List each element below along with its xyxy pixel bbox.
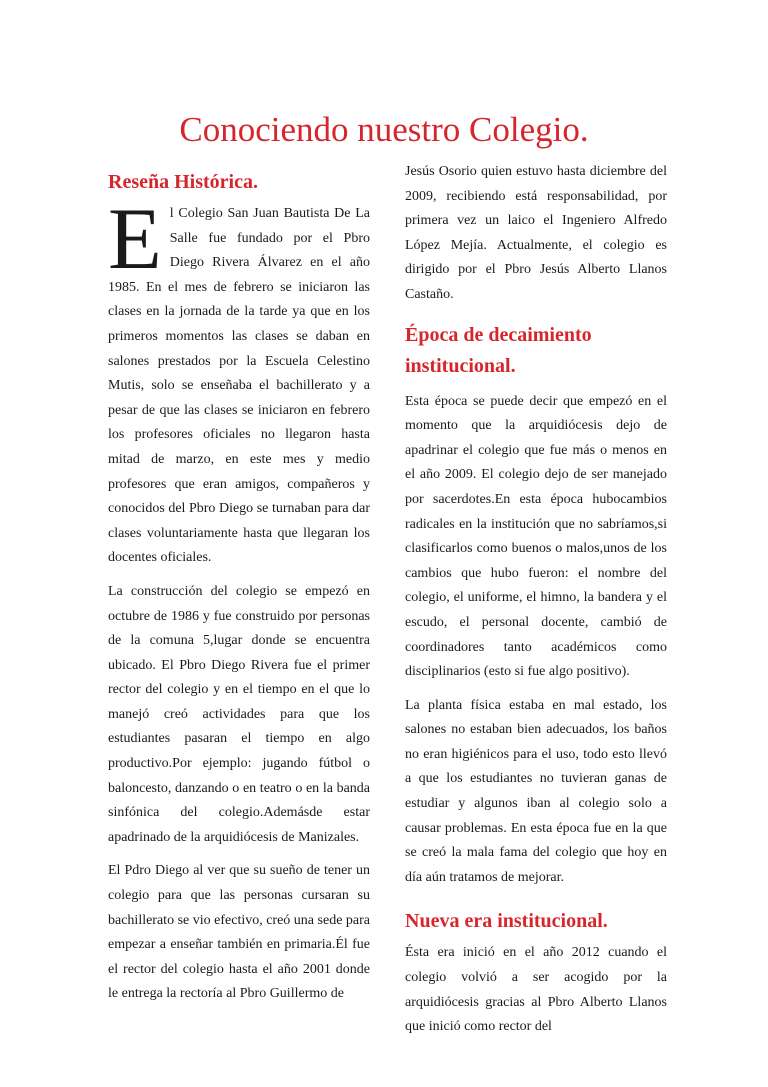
paragraph-nueva-era: Ésta era inició en el año 2012 cuando el colegio volvió a ser acogido por la arquidiócesis gracias al Pbro Alberto Llanos que inició como rector del xyxy=(405,945,667,1035)
paragraph-intro-text: l Colegio San Juan Bautista De La Salle fue fundado por el Pbro Diego Rivera Álvarez en el año 1985. En el mes de febrero se iniciaron las clases en la jornada de la tarde ya que en los primeros momentos las clases se daban en salones prestados por la Escuela Celestino Mutis, solo se enseñaba el bachillerato y a pesar de que las clases se iniciaron en febrero los profesores oficiales no llegaron hasta mitad de marzo, en este mes y medio profesores que eran amigos, compañeros y conocidos del Pbro Diego se turnaban para dar clases voluntariamente hasta que llegaran los docentes oficiales. xyxy=(108,206,370,566)
paragraph-decaimiento-2: La planta física estaba en mal estado, los salones no estaban bien adecuados, los baños no eran higiénicos para el uso, todo esto llevó a que los estudiantes no tuvieran ganas de estudiar y algunos iban al colegio solo a causar problemas. En esta época fue en la que se creó la mala fama del colegio que hoy en día aún tratamos de mejorar. xyxy=(405,697,667,885)
section-heading-resena: Reseña Histórica. xyxy=(108,171,258,193)
paragraph-construccion: La construcción del colegio se empezó en octubre de 1986 y fue construido por personas de la comuna 5,lugar donde se encuentra ubicado. El Pbro Diego Rivera fue el primer rector del colegio y en el tiempo en el que lo manejó creó actividades para que los estudiantes pasaran el tiempo en algo productivo.Por ejemplo: jugando fútbol o baloncesto, danzando o en teatro o en la banda sinfónica del colegio.Ademásde estar apadrinado de la arquidiócesis de Manizales. xyxy=(108,583,370,845)
paragraph-intro xyxy=(108,191,370,571)
section-heading-nueva-era: Nueva era institucional. xyxy=(405,910,608,933)
paragraph-sede: El Pdro Diego al ver que su sueño de tener un colegio para que las personas cursaran su bachillerato se vio efectivo, creó una sede para empezar a enseñar también en primaria.Él fue el rector del colegio hasta el año 2001 donde le entrega la rectoría al Pbro Guillermo de xyxy=(108,863,370,1002)
section-heading-decaimiento: Época de decaimiento institucional. xyxy=(405,323,592,377)
page-title: Conociendo nuestro Colegio. xyxy=(179,110,589,149)
drop-cap: E xyxy=(108,191,162,288)
paragraph-continued: Jesús Osorio quien estuvo hasta diciembre del 2009, recibiendo está responsabilidad, por primera vez un laico el Ingeniero Alfredo López Mejía. Actualmente, el colegio es dirigido por el Pbro Jesús Alberto Llanos Castaño. xyxy=(405,164,667,302)
left-column xyxy=(108,160,370,1016)
paragraph-decaimiento-1: Esta época se puede decir que empezó en el momento que la arquidiócesis dejo de apadrinar el colegio que fue más o menos en el año 2009. El colegio dejo de ser manejado por sacerdotes.En esta época hubocambios radicales en la institución que no sabríamos,si clasificarlos como buenos o malos,unos de los cambios que hubo fueron: el nombre del colegio, el uniforme, el himno, la bandera y el escudo, el personal docente, cambió de coordinadores tanto académicos como disciplinarios (esto si fue algo positivo). xyxy=(405,393,667,680)
right-column xyxy=(405,160,667,1049)
